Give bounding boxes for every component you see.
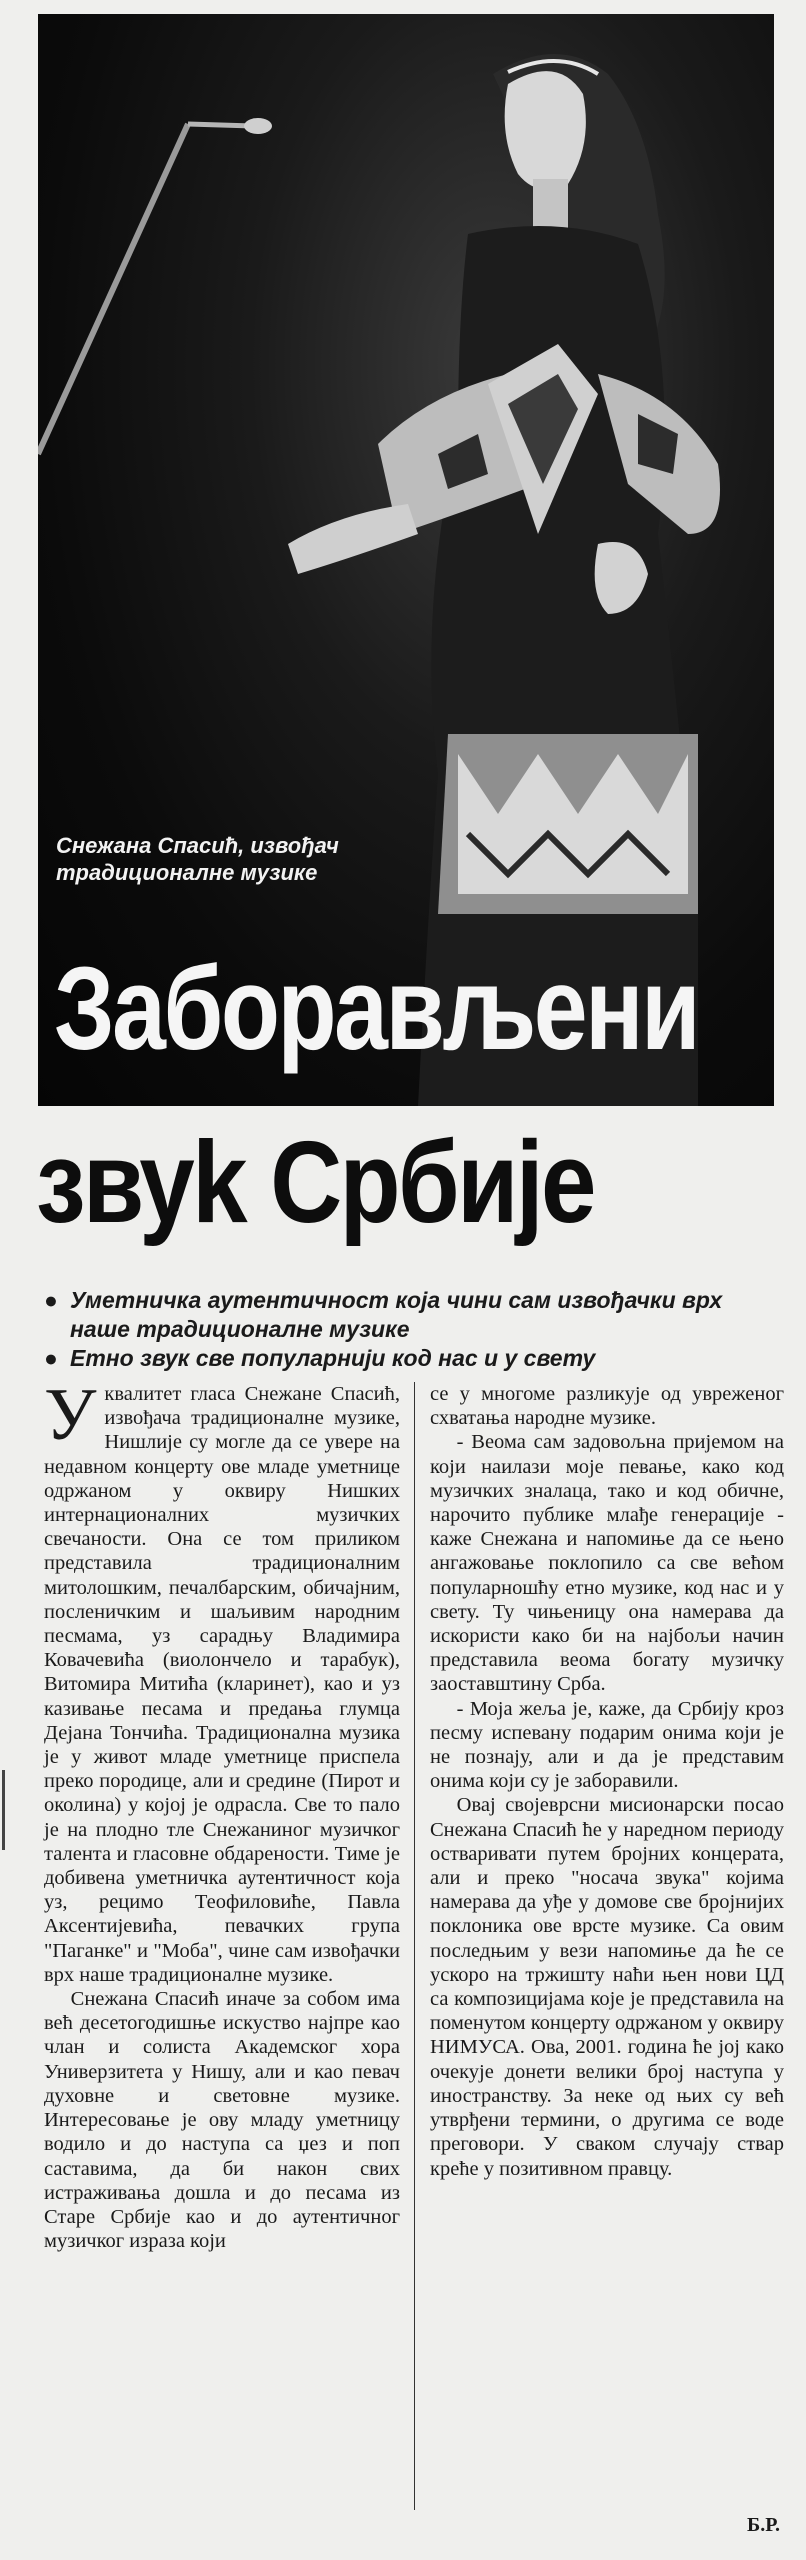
article-paragraph: - Веома сам задовољна пријемом на који наилази моје певање, како код музичких зналаца, тако и код обичне, нарочито публике млађе генерације - каже Снежана и напомиње да се њено ангажовање поклопило са све већом популарношћу етно музике, код нас и у свету. Ту чињеницу она намерава да искористи како би на најбољи начин представила веома богату музичку заоставштину Срба.	[430, 1431, 784, 1696]
article-column-right	[430, 1382, 784, 2181]
article-column-left	[44, 1374, 400, 2253]
bullet-icon: ●	[44, 1287, 58, 1313]
author-signature: Б.Р.	[747, 2514, 780, 2536]
article-paragraph-text: квалитет гласа Снежане Спасић, извођача традиционалне музике, Нишлије су могле да се увере на недавном концерту ове младе уметнице одржаном у оквиру Нишких интернационалних музичких свечаности. Она се том приликом представила традиционалним митолошким, печалбарским, обичајним, посленичким и шаљивим народним песмама, уз сарадњу Владимира Ковачевића (виолончело и тарабук), Витомира Митића (кларинет), као и уз казивање песама и предања глумца Дејана Тончића. Традиционална музика је у живот младе уметнице приспела преко породице, али и средине (Пирот и околина) у којој је одрасла. Све то пало је на плодно тле Снежаниног музичког талента и гласовне обдарености. Тиме је добивена уметничка аутентичност која уз, рецимо Теофиловиће, Павла Аксентијевића, певачких група "Паганке" и "Моба", чине сам извођачки врх наше традиционалне музике.	[44, 1383, 400, 1986]
column-divider	[414, 1382, 415, 2510]
article-paragraph	[44, 1374, 400, 1987]
article-paragraph: Овај својеврсни мисионарски посао Снежана Спасић ће у наредном периоду остваривати путем бројних концерата, али и преко "носача звука" којима намерава да уђе у домове све бројнијих поклоника ове врсте музике. Са овим последњим у вези напомиње да ће се ускоро на тржишту наћи њен нови ЦД са композицијама које је представила на поменутом концерту одржаном у оквиру НИМУСА. Ова, 2001. година ће јој како очекује донети велики број наступа у иностранству. За неке од њих су већ утврђени термини, о другима се воде преговори. У сваком случају ствар креће у позитивном правцу.	[430, 1794, 785, 2180]
article-paragraph: Снежана Спасић иначе за собом има већ десетогодишње искуство најпре као члан и солиста Академског хора Универзитета у Нишу, али и као певач духовне и световне музике. Интересовање је ову младу уметницу водило и до наступа са џез и поп саставима, да би након свих истраживања дошла и до песама из Старе Србије као и до аутентичног музичког израза који	[44, 1988, 400, 2253]
article-paragraph: - Моја жеља је, каже, да Србију кроз песму испевану подарим онима који је не познају, али и да је представим онима који су је заборавили.	[430, 1697, 784, 1793]
headline-line1: Заборављени	[54, 943, 699, 1075]
lead-bullet	[44, 1344, 784, 1373]
lead-bullet-text: Уметничка аутентичност која чини сам извођачки врх наше традиционалне музике	[70, 1287, 723, 1342]
photo-caption: Снежана Спасић, извођач традиционалне музике	[56, 833, 339, 885]
headline-line2: звуk Србије	[36, 1117, 594, 1247]
dropcap: У	[44, 1374, 97, 1456]
margin-rule	[2, 1770, 5, 1850]
lead-bullets	[44, 1286, 784, 1373]
lead-bullet-text: Етно звук све популарнији код нас и у свету	[70, 1345, 596, 1371]
bullet-icon: ●	[44, 1345, 58, 1371]
performer-photo	[38, 14, 774, 1106]
article-paragraph: се у многоме разликује од увреженог схватања народне музике.	[430, 1383, 784, 1430]
lead-bullet	[44, 1286, 784, 1344]
